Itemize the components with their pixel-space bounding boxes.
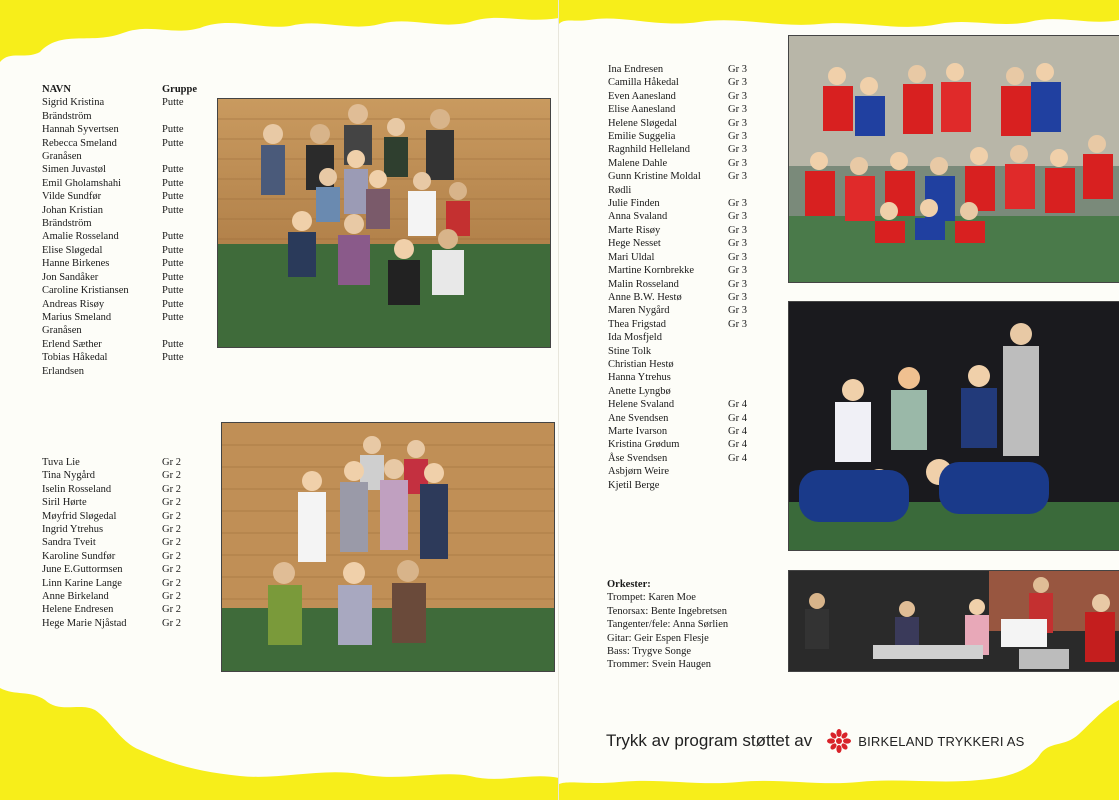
group-label: Gr 2 (162, 537, 181, 549)
list-item (42, 523, 181, 536)
orkester-member: Trompet: Karen Moe (607, 592, 696, 604)
group-label: Gr 3 (728, 224, 747, 236)
list-item (42, 590, 181, 603)
sponsor-brand: BIRKELAND TRYKKERI AS (858, 733, 1025, 749)
list-item (42, 204, 197, 217)
list-item (42, 456, 181, 469)
list-item (608, 103, 747, 116)
list-item (608, 251, 747, 264)
list-item (42, 338, 197, 351)
list-item (42, 298, 197, 311)
person-name: Møyfrid Sløgedal (42, 510, 117, 522)
person-name: Sigrid Kristina (42, 97, 105, 109)
list-item (608, 63, 747, 76)
list-item (608, 318, 747, 331)
person-name: Siril Hørte (42, 497, 87, 509)
list-item (42, 469, 181, 482)
orkester-title: Orkester: (607, 579, 651, 590)
list-item (42, 351, 197, 364)
list-item (42, 311, 197, 324)
sponsor-line (606, 728, 1025, 754)
group-label: Gr 4 (728, 412, 747, 424)
list-item (608, 371, 747, 384)
orkester-member: Tangenter/fele: Anna Sørlien (607, 619, 729, 631)
list-item (608, 210, 747, 223)
group-label: Putte (162, 177, 184, 189)
group-label: Gr 3 (728, 90, 747, 102)
person-name: Rødli (608, 184, 632, 196)
list-item (42, 510, 181, 523)
group-label: Putte (162, 137, 184, 149)
person-name: Stine Tolk (608, 345, 652, 357)
group-label: Gr 3 (728, 318, 747, 330)
person-name: Tina Nygård (42, 470, 95, 482)
group-label: Putte (162, 258, 184, 270)
group-label: Putte (162, 352, 184, 364)
person-name: Vilde Sundfør (42, 191, 102, 203)
person-name: Helene Endresen (42, 604, 114, 616)
list-item (42, 365, 197, 378)
group-label: Putte (162, 164, 184, 176)
group-label: Gr 2 (162, 524, 181, 536)
top-right-yellow-splash (559, 0, 1119, 40)
gr2-name-list (42, 456, 181, 630)
list-item (608, 264, 747, 277)
list-item (42, 577, 181, 590)
orkester-section (607, 578, 728, 672)
person-name: Christian Hestø (608, 358, 674, 370)
list-item (608, 184, 747, 197)
group-label: Gr 3 (728, 238, 747, 250)
bottom-left-yellow-splash (0, 680, 559, 800)
top-left-yellow-splash (0, 0, 559, 70)
list-item (608, 331, 747, 344)
group-label: Gr 3 (728, 117, 747, 129)
group-label: Gr 2 (162, 457, 181, 468)
person-name: Emilie Suggelia (608, 131, 676, 143)
person-name: Ina Endresen (608, 64, 664, 75)
group-label: Gr 2 (162, 564, 181, 576)
costume-group-photo (788, 35, 1119, 283)
list-item (608, 398, 747, 411)
list-item (42, 603, 181, 616)
person-name: Gunn Kristine Moldal (608, 171, 701, 183)
person-name: Martine Kornbrekke (608, 265, 695, 277)
list-item (42, 617, 181, 630)
group-label: Gr 3 (728, 211, 747, 223)
list-item (608, 291, 747, 304)
person-name: Brändström (42, 110, 92, 122)
person-name: Sandra Tveit (42, 537, 96, 549)
person-name: Mari Uldal (608, 251, 655, 263)
person-name: Tuva Lie (42, 457, 80, 468)
person-name: Ingrid Ytrehus (42, 524, 104, 536)
list-item (42, 271, 197, 284)
list-item (42, 536, 181, 549)
list-item (42, 190, 197, 203)
person-name: Åse Svendsen (608, 452, 668, 464)
group-label: Gr 3 (728, 171, 747, 183)
person-name: Anne Birkeland (42, 591, 109, 603)
list-item (42, 563, 181, 576)
list-item (608, 412, 747, 425)
person-name: Malene Dahle (608, 157, 668, 169)
list-item (42, 550, 181, 563)
group-label: Putte (162, 191, 184, 203)
person-name: Ida Mosfjeld (608, 332, 662, 344)
putte-name-list (42, 83, 197, 378)
sponsor-text: Trykk av program støttet av (606, 731, 813, 750)
group-label: Gr 3 (728, 278, 747, 290)
group-label: Putte (162, 311, 184, 323)
gr4-group-photo (788, 301, 1119, 551)
person-name: Elise Sløgedal (42, 244, 103, 256)
list-item (42, 483, 181, 496)
person-name: Julie Finden (608, 198, 660, 210)
group-label: Gr 3 (728, 64, 747, 75)
group-label: Gr 3 (728, 305, 747, 317)
list-header (42, 83, 197, 96)
person-name: Emil Gholamshahi (42, 177, 122, 189)
list-item (42, 96, 197, 109)
gr2-group-photo (221, 422, 555, 672)
group-label: Putte (162, 298, 184, 310)
person-name: Helene Sløgedal (608, 117, 678, 129)
group-column-header: Gruppe (162, 84, 198, 95)
group-label: Gr 4 (728, 399, 747, 411)
list-item (42, 284, 197, 297)
orkester-member: Gitar: Geir Espen Flesje (607, 632, 709, 644)
group-label: Gr 3 (728, 157, 747, 169)
left-page (0, 0, 559, 800)
list-item (42, 230, 197, 243)
list-item (42, 257, 197, 270)
person-name: Camilla Håkedal (608, 77, 679, 89)
list-item (42, 324, 197, 337)
person-name: Johan Kristian (42, 204, 103, 216)
list-item (608, 358, 747, 371)
group-label: Putte (162, 97, 184, 109)
list-item (608, 224, 747, 237)
group-label: Gr 3 (728, 104, 747, 116)
person-name: Thea Frigstad (608, 318, 667, 330)
orkester-member: Trommer: Svein Haugen (607, 659, 712, 671)
list-item (42, 177, 197, 190)
list-item (608, 117, 747, 130)
person-name: Anette Lyngbø (608, 385, 671, 397)
orkester-member: Tenorsax: Bente Ingebretsen (607, 605, 727, 617)
group-label: Gr 3 (728, 144, 747, 156)
group-label: Gr 3 (728, 131, 747, 143)
group-label: Gr 2 (162, 510, 181, 522)
person-name: Caroline Kristiansen (42, 285, 129, 297)
group-label: Putte (162, 285, 184, 297)
group-label: Gr 4 (728, 452, 747, 464)
group-label: Gr 2 (162, 483, 181, 495)
person-name: Even Aanesland (608, 90, 676, 102)
group-label: Putte (162, 231, 184, 243)
group-label: Gr 3 (728, 77, 747, 89)
person-name: Marius Smeland (42, 311, 112, 323)
list-item (42, 244, 197, 257)
group-label: Gr 2 (162, 497, 181, 509)
list-item (608, 452, 747, 465)
right-page (559, 0, 1119, 800)
person-name: Granåsen (42, 325, 82, 337)
list-item (42, 496, 181, 509)
group-label: Gr 2 (162, 470, 181, 482)
person-name: Anna Svaland (608, 211, 668, 223)
person-name: Linn Karine Lange (42, 577, 122, 589)
list-item (608, 157, 747, 170)
person-name: June E.Guttormsen (42, 564, 123, 576)
person-name: Erlend Sæther (42, 338, 102, 350)
list-item (608, 197, 747, 210)
list-item (608, 76, 747, 89)
group-label: Putte (162, 244, 184, 256)
band-photo (788, 570, 1119, 672)
group-label: Gr 3 (728, 198, 747, 210)
list-item (608, 345, 747, 358)
person-name: Simen Juvastøl (42, 164, 106, 176)
name-column-header: NAVN (42, 84, 71, 95)
group-label: Gr 4 (728, 439, 747, 451)
person-name: Hanne Birkenes (42, 258, 110, 270)
person-name: Maren Nygård (608, 305, 670, 317)
person-name: Hege Nesset (608, 238, 661, 250)
person-name: Kristina Grødum (608, 439, 680, 451)
list-item (608, 143, 747, 156)
person-name: Anne B.W. Hestø (608, 291, 682, 303)
group-label: Gr 3 (728, 251, 747, 263)
list-item (608, 479, 747, 492)
list-item (608, 278, 747, 291)
list-item (42, 163, 197, 176)
list-item (608, 130, 747, 143)
person-name: Helene Svaland (608, 399, 675, 411)
person-name: Granåsen (42, 151, 82, 163)
person-name: Karoline Sundfør (42, 550, 116, 562)
group-label: Gr 2 (162, 604, 181, 616)
list-item (608, 237, 747, 250)
list-item (608, 90, 747, 103)
group-label: Gr 2 (162, 550, 181, 562)
list-item (608, 465, 747, 478)
group-label: Putte (162, 338, 184, 350)
person-name: Marte Risøy (608, 224, 661, 236)
person-name: Erlandsen (42, 365, 84, 377)
list-item (608, 170, 747, 183)
list-item (608, 438, 747, 451)
list-item (42, 137, 197, 150)
group-label: Putte (162, 124, 184, 136)
person-name: Hannah Syvertsen (42, 124, 119, 136)
person-name: Hege Marie Njåstad (42, 617, 127, 629)
list-item (42, 217, 197, 230)
person-name: Ane Svendsen (608, 412, 669, 424)
group-label: Gr 2 (162, 617, 181, 629)
group-label: Gr 2 (162, 577, 181, 589)
group-label: Gr 4 (728, 425, 747, 437)
group-label: Putte (162, 204, 184, 216)
person-name: Iselin Rosseland (42, 483, 112, 495)
list-item (608, 304, 747, 317)
group-label: Gr 3 (728, 265, 747, 277)
person-name: Kjetil Berge (608, 479, 660, 491)
orkester-member: Bass: Trygve Songe (607, 646, 692, 658)
person-name: Amalie Rosseland (42, 231, 119, 243)
person-name: Ragnhild Helleland (608, 144, 690, 156)
person-name: Andreas Risøy (42, 298, 105, 310)
person-name: Hanna Ytrehus (608, 372, 671, 384)
person-name: Rebecca Smeland (42, 137, 117, 149)
list-item (42, 110, 197, 123)
person-name: Malin Rosseland (608, 278, 679, 290)
person-name: Asbjørn Weire (608, 466, 670, 478)
person-name: Jon Sandåker (42, 271, 99, 283)
person-name: Brändström (42, 218, 92, 230)
list-item (608, 385, 747, 398)
putte-group-photo (217, 98, 551, 348)
person-name: Elise Aanesland (608, 104, 676, 116)
person-name: Marte Ivarson (608, 425, 668, 437)
group-label: Gr 2 (162, 591, 181, 603)
gr3-gr4-name-list (608, 63, 747, 492)
birkeland-logo-icon (826, 728, 852, 754)
list-item (42, 123, 197, 136)
person-name: Tobias Håkedal (42, 352, 108, 364)
list-item (42, 150, 197, 163)
group-label: Putte (162, 271, 184, 283)
list-item (608, 425, 747, 438)
group-label: Gr 3 (728, 291, 747, 303)
